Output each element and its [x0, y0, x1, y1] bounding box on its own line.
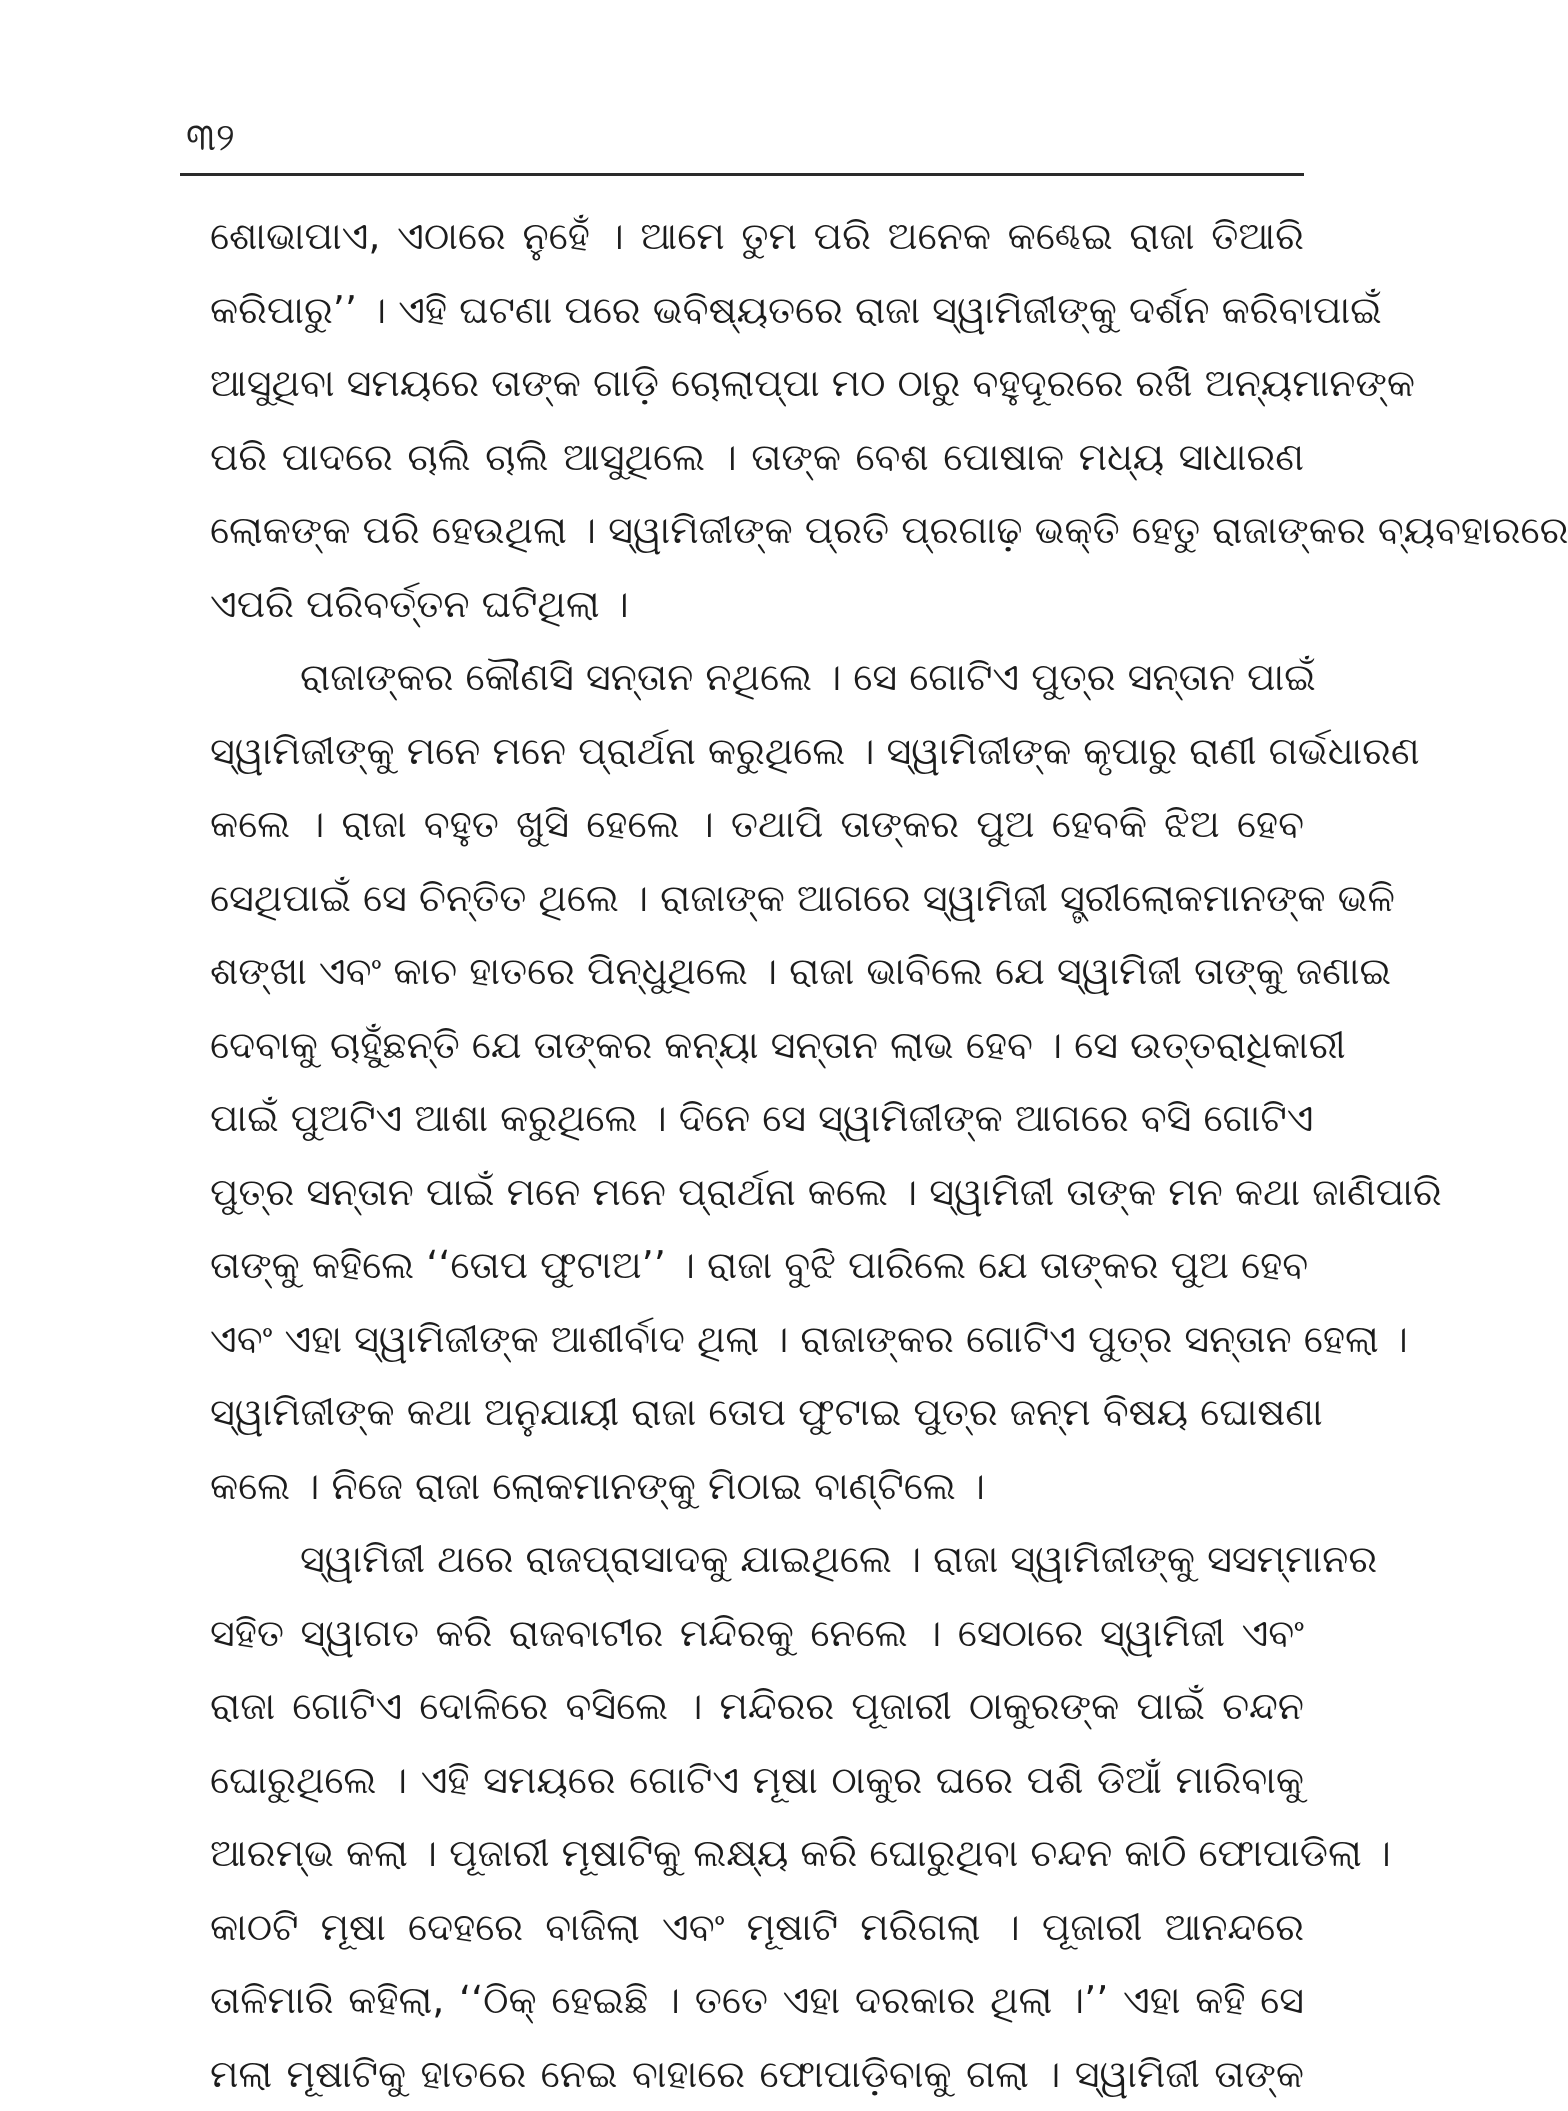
text-line: ଘୋରୁଥିଲେ । ଏହି ସମୟରେ ଗୋଟିଏ ମୂଷା ଠାକୁର ଘରେ ପଶି ଡିଆଁ ମାରିବାକୁ [210, 1744, 1304, 1818]
text-line: ଏବଂ ଏହା ସ୍ୱାମିଜୀଙ୍କ ଆଶୀର୍ବାଦ ଥିଲା । ରାଜାଙ୍କର ଗୋଟିଏ ପୁତ୍ର ସନ୍ତାନ ହେଲା । [210, 1303, 1304, 1377]
text-line: କରିପାରୁ’’ । ଏହି ଘଟଣା ପରେ ଭବିଷ୍ୟତରେ ରାଜା ସ୍ୱାମିଜୀଙ୍କୁ ଦର୍ଶନ କରିବାପାଇଁ [210, 274, 1304, 348]
page-number: ୩୨ [186, 112, 235, 162]
text-line: ଶଙ୍ଖା ଏବଂ କାଚ ହାତରେ ପିନ୍ଧୁଥିଲେ । ରାଜା ଭାବିଲେ ଯେ ସ୍ୱାମିଜୀ ତାଙ୍କୁ ଜଣାଇ [210, 935, 1304, 1009]
text-line: ରାଜା ଗୋଟିଏ ଦୋଳିରେ ବସିଲେ । ମନ୍ଦିରର ପୂଜାରୀ ଠାକୁରଙ୍କ ପାଇଁ ଚନ୍ଦନ [210, 1670, 1304, 1744]
text-line: ସ୍ୱାମିଜୀଙ୍କ କଥା ଅନୁଯାୟୀ ରାଜା ତୋପ ଫୁଟାଇ ପୁତ୍ର ଜନ୍ମ ବିଷୟ ଘୋଷଣା [210, 1376, 1304, 1450]
paragraph-start-line: ରାଜାଙ୍କର କୌଣସି ସନ୍ତାନ ନଥିଲେ । ସେ ଗୋଟିଏ ପୁତ୍ର ସନ୍ତାନ ପାଇଁ [210, 641, 1304, 715]
text-line: ମଲା ମୂଷାଟିକୁ ହାତରେ ନେଇ ବାହାରେ ଫୋପାଡ଼ିବାକୁ ଗଲା । ସ୍ୱାମିଜୀ ତାଙ୍କ [210, 2038, 1304, 2111]
paragraph-start-line: ସ୍ୱାମିଜୀ ଥରେ ରାଜପ୍ରାସାଦକୁ ଯାଇଥିଲେ । ରାଜା ସ୍ୱାମିଜୀଙ୍କୁ ସସମ୍ମାନର [210, 1523, 1304, 1597]
text-line: ସ୍ୱାମିଜୀଙ୍କୁ ମନେ ମନେ ପ୍ରାର୍ଥନା କରୁଥିଲେ । ସ୍ୱାମିଜୀଙ୍କ କୃପାରୁ ରାଣୀ ଗର୍ଭଧାରଣ [210, 715, 1304, 789]
text-line: ସହିତ ସ୍ୱାଗତ କରି ରାଜବାଟୀର ମନ୍ଦିରକୁ ନେଲେ । ସେଠାରେ ସ୍ୱାମିଜୀ ଏବଂ [210, 1597, 1304, 1671]
text-line: ଆରମ୍ଭ କଲା । ପୂଜାରୀ ମୂଷାଟିକୁ ଲକ୍ଷ୍ୟ କରି ଘୋରୁଥିବା ଚନ୍ଦନ କାଠି ଫୋପାଡିଲା । [210, 1817, 1304, 1891]
text-line: ପରି ପାଦରେ ଚାଲି ଚାଲି ଆସୁଥିଲେ । ତାଙ୍କ ବେଶ ପୋଷାକ ମଧ୍ୟ ସାଧାରଣ [210, 421, 1304, 495]
text-line: କାଠଟି ମୂଷା ଦେହରେ ବାଜିଲା ଏବଂ ମୂଷାଟି ମରିଗଲା । ପୂଜାରୀ ଆନନ୍ଦରେ [210, 1891, 1304, 1965]
text-line: ତାଳିମାରି କହିଲା, ‘‘ଠିକ୍ ହେଇଛି । ତତେ ଏହା ଦରକାର ଥିଲା ।’’ ଏହା କହି ସେ [210, 1964, 1304, 2038]
text-line: ଆସୁଥିବା ସମୟରେ ତାଙ୍କ ଗାଡ଼ି ଚୋଲାପ୍ପା ମଠ ଠାରୁ ବହୁଦୂରରେ ରଖି ଅନ୍ୟମାନଙ୍କ [210, 347, 1304, 421]
header-rule [180, 173, 1304, 176]
body-text [210, 200, 1304, 2111]
text-line: ଦେବାକୁ ଚାହୁଁଛନ୍ତି ଯେ ତାଙ୍କର କନ୍ୟା ସନ୍ତାନ ଲାଭ ହେବ । ସେ ଉତ୍ତରାଧିକାରୀ [210, 1009, 1304, 1083]
text-line: ସେଥିପାଇଁ ସେ ଚିନ୍ତିତ ଥିଲେ । ରାଜାଙ୍କ ଆଗରେ ସ୍ୱାମିଜୀ ସ୍ତ୍ରୀଲୋକମାନଙ୍କ ଭଳି [210, 862, 1304, 936]
text-line: ତାଙ୍କୁ କହିଲେ ‘‘ତୋପ ଫୁଟାଅ’’ । ରାଜା ବୁଝି ପାରିଲେ ଯେ ତାଙ୍କର ପୁଅ ହେବ [210, 1229, 1304, 1303]
text-line: କଲେ । ରାଜା ବହୁତ ଖୁସି ହେଲେ । ତଥାପି ତାଙ୍କର ପୁଅ ହେବକି ଝିଅ ହେବ [210, 788, 1304, 862]
text-line: ଏପରି ପରିବର୍ତ୍ତନ ଘଟିଥିଲା । [210, 568, 1304, 642]
text-line: କଲେ । ନିଜେ ରାଜା ଲୋକମାନଙ୍କୁ ମିଠାଇ ବାଣ୍ଟିଲେ । [210, 1450, 1304, 1524]
text-line: ପୁତ୍ର ସନ୍ତାନ ପାଇଁ ମନେ ମନେ ପ୍ରାର୍ଥନା କଲେ । ସ୍ୱାମିଜୀ ତାଙ୍କ ମନ କଥା ଜାଣିପାରି [210, 1156, 1304, 1230]
text-line: ଶୋଭାପାଏ, ଏଠାରେ ନୁହେଁ । ଆମେ ତୁମ ପରି ଅନେକ କଣ୍ଢେଇ ରାଜା ତିଆରି [210, 200, 1304, 274]
text-line: ଲୋକଙ୍କ ପରି ହେଉଥିଲା । ସ୍ୱାମିଜୀଙ୍କ ପ୍ରତି ପ୍ରଗାଢ଼ ଭକ୍ତି ହେତୁ ରାଜାଙ୍କର ବ୍ୟବହାରରେ [210, 494, 1304, 568]
text-line: ପାଇଁ ପୁଅଟିଏ ଆଶା କରୁଥିଲେ । ଦିନେ ସେ ସ୍ୱାମିଜୀଙ୍କ ଆଗରେ ବସି ଗୋଟିଏ [210, 1082, 1304, 1156]
